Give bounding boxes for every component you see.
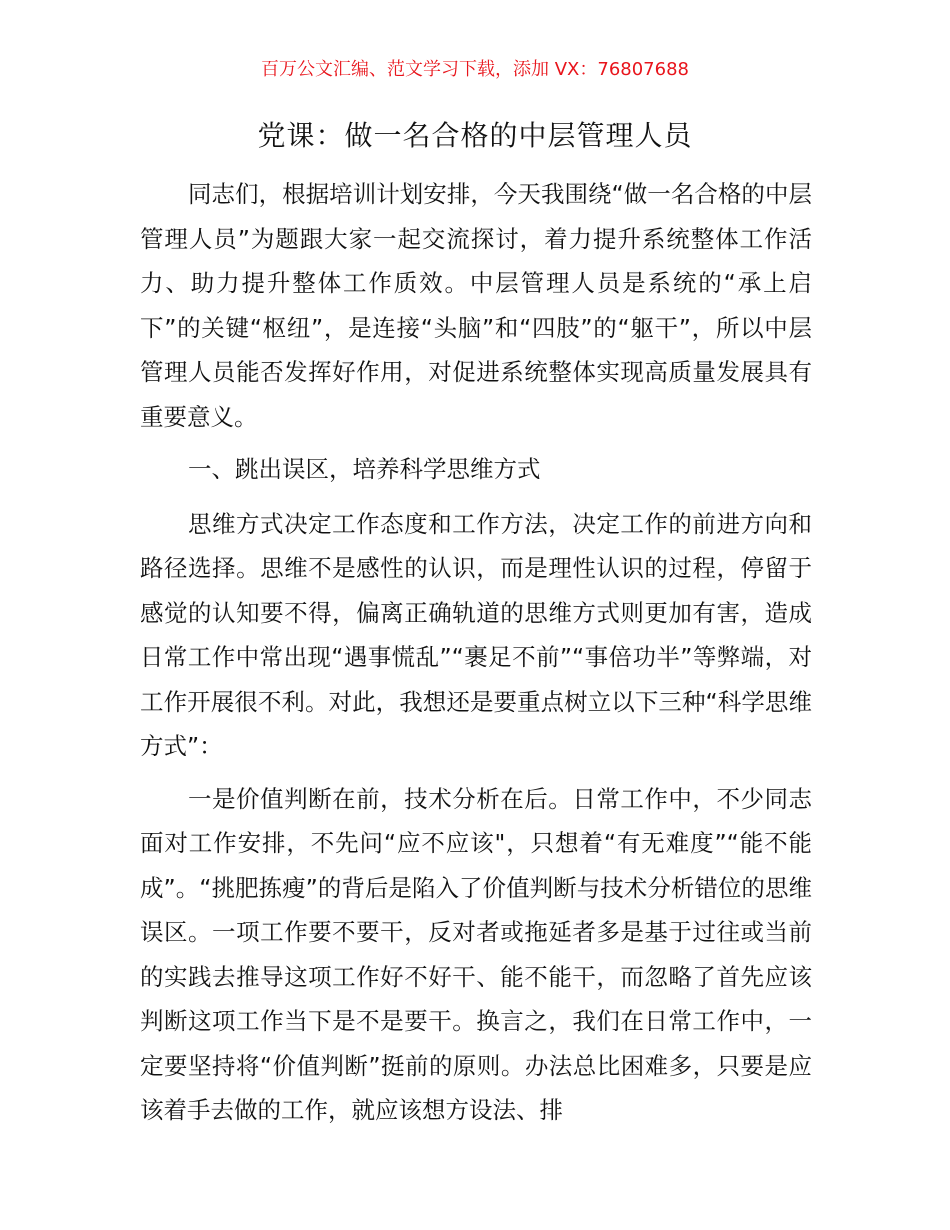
section-heading-1: 一、跳出误区，培养科学思维方式 xyxy=(188,455,541,483)
paragraph-value-judgment: 一是价值判断在前，技术分析在后。日常工作中，不少同志面对工作安排，不先问“应不应该"，只想着“有无难度”“能不能成”。“挑肥拣瘦”的背后是陷入了价值判断与技术分析错位的思维误区。一项工作要不要干，反对者或拖延者多是基于过往或当前的实践去推导这项工作好不好干、能不能干，而忽略了首先应该判断这项工作当下是不是要干。换言之，我们在日常工作中，一定要坚持将“价值判断”挺前的原则。办法总比困难多，只要是应该着手去做的工作，就应该想方设法、排 xyxy=(140,784,812,1124)
document-body xyxy=(140,172,812,1141)
paragraph-thinking-mode: 思维方式决定工作态度和工作方法，决定工作的前进方向和路径选择。思维不是感性的认识，而是理性认识的过程，停留于感觉的认知要不得，偏离正确轨道的思维方式则更加有害，造成日常工作中常出现“遇事慌乱”“裹足不前”“事倍功半”等弊端，对工作开展很不利。对此，我想还是要重点树立以下三种“科学思维方式”： xyxy=(140,509,812,760)
paragraph-intro: 同志们，根据培训计划安排，今天我围绕“做一名合格的中层管理人员”为题跟大家一起交流探讨，着力提升系统整体工作活力、助力提升整体工作质效。中层管理人员是系统的“承上启下”的关键“枢纽”，是连接“头脑”和“四肢”的“躯干”，所以中层管理人员能否发挥好作用，对促进系统整体实现高质量发展具有重要意义。 xyxy=(140,180,812,431)
header-note: 百万公文汇编、范文学习下载，添加 VX：76807688 xyxy=(261,59,689,80)
document-title: 党课：做一名合格的中层管理人员 xyxy=(257,119,693,152)
